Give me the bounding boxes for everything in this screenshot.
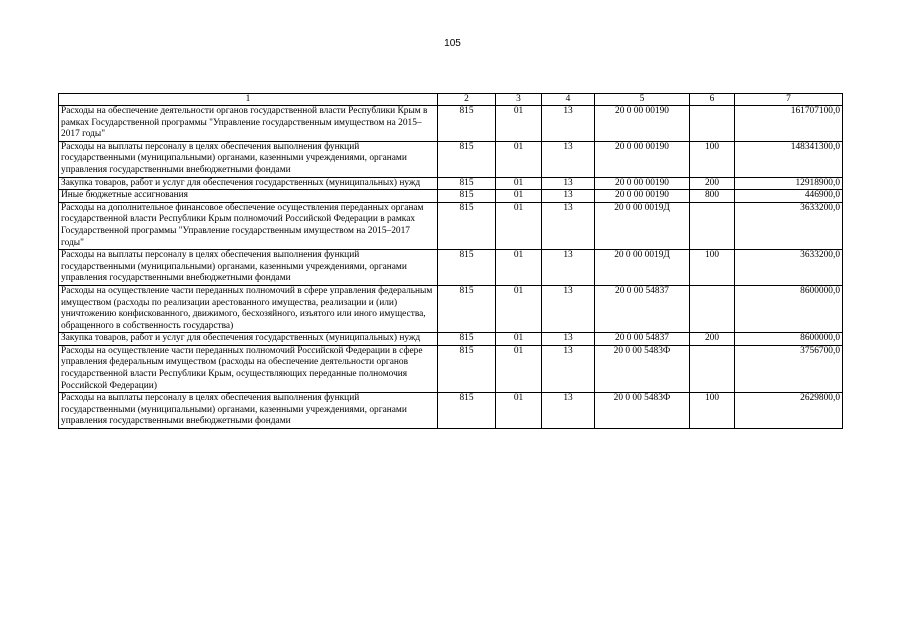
- expense-type-cell: 100: [690, 141, 735, 177]
- subsection-code-cell: 13: [542, 190, 595, 203]
- ministry-code-cell: 815: [438, 202, 496, 249]
- expense-type-cell: 800: [690, 190, 735, 203]
- section-code-cell: 01: [496, 250, 542, 286]
- section-code-cell: 01: [496, 202, 542, 249]
- page-number: 105: [444, 38, 461, 49]
- subsection-code-cell: 13: [542, 285, 595, 332]
- target-article-cell: 20 0 00 00190: [595, 177, 690, 190]
- amount-cell: 8600000,0: [735, 285, 843, 332]
- subsection-code-cell: 13: [542, 202, 595, 249]
- expense-name-cell: Расходы на дополнительное финансовое обеспечение осуществления переданных органам государственной власти Республики Крым полномочий Российской Федерации в рамках Государственной программы "Управление государственным имуществом на 2015–2017 годы": [59, 202, 438, 249]
- expense-name-cell: Иные бюджетные ассигнования: [59, 190, 438, 203]
- table-row: [59, 250, 843, 286]
- table-row: [59, 285, 843, 332]
- column-header: 1: [59, 94, 438, 106]
- expense-type-cell: 200: [690, 177, 735, 190]
- table-row: [59, 345, 843, 392]
- column-header: 2: [438, 94, 496, 106]
- expense-type-cell: 200: [690, 333, 735, 346]
- subsection-code-cell: 13: [542, 333, 595, 346]
- subsection-code-cell: 13: [542, 106, 595, 142]
- target-article-cell: 20 0 00 5483Ф: [595, 345, 690, 392]
- target-article-cell: 20 0 00 54837: [595, 285, 690, 332]
- ministry-code-cell: 815: [438, 393, 496, 429]
- expense-name-cell: Расходы на осуществление части переданных полномочий в сфере управления федеральным имуществом (расходы по реализации арестованного имущества, реализации и (или) уничтожению конфискованного, движимого, бесхозяйного, изъятого или иного имущества, обращенного в собственность государства): [59, 285, 438, 332]
- expense-name-cell: Расходы на выплаты персоналу в целях обеспечения выполнения функций государственными (муниципальными) органами, казенными учреждениями, органами управления государственными внебюджетными фондами: [59, 393, 438, 429]
- section-code-cell: 01: [496, 345, 542, 392]
- amount-cell: 161707100,0: [735, 106, 843, 142]
- column-header: 6: [690, 94, 735, 106]
- amount-cell: 3633200,0: [735, 250, 843, 286]
- expense-name-cell: Закупка товаров, работ и услуг для обеспечения государственных (муниципальных) нужд: [59, 177, 438, 190]
- target-article-cell: 20 0 00 5483Ф: [595, 393, 690, 429]
- column-header: 5: [595, 94, 690, 106]
- ministry-code-cell: 815: [438, 106, 496, 142]
- expense-type-cell: 100: [690, 393, 735, 429]
- target-article-cell: 20 0 00 0019Д: [595, 250, 690, 286]
- column-header: 3: [496, 94, 542, 106]
- ministry-code-cell: 815: [438, 333, 496, 346]
- table-row: [59, 393, 843, 429]
- expense-name-cell: Закупка товаров, работ и услуг для обеспечения государственных (муниципальных) нужд: [59, 333, 438, 346]
- target-article-cell: 20 0 00 0019Д: [595, 202, 690, 249]
- target-article-cell: 20 0 00 00190: [595, 190, 690, 203]
- ministry-code-cell: 815: [438, 190, 496, 203]
- table-row: [59, 333, 843, 346]
- column-header: 7: [735, 94, 843, 106]
- ministry-code-cell: 815: [438, 177, 496, 190]
- target-article-cell: 20 0 00 00190: [595, 106, 690, 142]
- subsection-code-cell: 13: [542, 250, 595, 286]
- section-code-cell: 01: [496, 393, 542, 429]
- amount-cell: 12918900,0: [735, 177, 843, 190]
- table-row: [59, 106, 843, 142]
- section-code-cell: 01: [496, 177, 542, 190]
- ministry-code-cell: 815: [438, 141, 496, 177]
- subsection-code-cell: 13: [542, 345, 595, 392]
- section-code-cell: 01: [496, 106, 542, 142]
- expense-type-cell: [690, 345, 735, 392]
- table-row: [59, 202, 843, 249]
- amount-cell: 2629800,0: [735, 393, 843, 429]
- ministry-code-cell: 815: [438, 285, 496, 332]
- expense-type-cell: [690, 202, 735, 249]
- section-code-cell: 01: [496, 190, 542, 203]
- amount-cell: 148341300,0: [735, 141, 843, 177]
- expense-name-cell: Расходы на выплаты персоналу в целях обеспечения выполнения функций государственными (муниципальными) органами, казенными учреждениями, органами управления государственными внебюджетными фондами: [59, 250, 438, 286]
- expense-type-cell: 100: [690, 250, 735, 286]
- expense-name-cell: Расходы на осуществление части переданных полномочий Российской Федерации в сфере управления федеральным имуществом (расходы на обеспечение деятельности органов государственной власти Республики Крым, осуществляющих переданные полномочия Российской Федерации): [59, 345, 438, 392]
- ministry-code-cell: 815: [438, 250, 496, 286]
- expense-name-cell: Расходы на обеспечение деятельности органов государственной власти Республики Крым в рамках Государственной программы "Управление государственным имуществом на 2015–2017 годы": [59, 106, 438, 142]
- expense-name-cell: Расходы на выплаты персоналу в целях обеспечения выполнения функций государственными (муниципальными) органами, казенными учреждениями, органами управления государственными внебюджетными фондами: [59, 141, 438, 177]
- amount-cell: 3756700,0: [735, 345, 843, 392]
- target-article-cell: 20 0 00 54837: [595, 333, 690, 346]
- subsection-code-cell: 13: [542, 393, 595, 429]
- table-row: [59, 177, 843, 190]
- column-header: 4: [542, 94, 595, 106]
- subsection-code-cell: 13: [542, 141, 595, 177]
- section-code-cell: 01: [496, 333, 542, 346]
- amount-cell: 3633200,0: [735, 202, 843, 249]
- subsection-code-cell: 13: [542, 177, 595, 190]
- target-article-cell: 20 0 00 00190: [595, 141, 690, 177]
- section-code-cell: 01: [496, 141, 542, 177]
- amount-cell: 8600000,0: [735, 333, 843, 346]
- expense-type-cell: [690, 106, 735, 142]
- amount-cell: 446900,0: [735, 190, 843, 203]
- table-header-row: [59, 94, 843, 106]
- budget-table: [58, 93, 843, 429]
- ministry-code-cell: 815: [438, 345, 496, 392]
- table-row: [59, 190, 843, 203]
- section-code-cell: 01: [496, 285, 542, 332]
- expense-type-cell: [690, 285, 735, 332]
- table-row: [59, 141, 843, 177]
